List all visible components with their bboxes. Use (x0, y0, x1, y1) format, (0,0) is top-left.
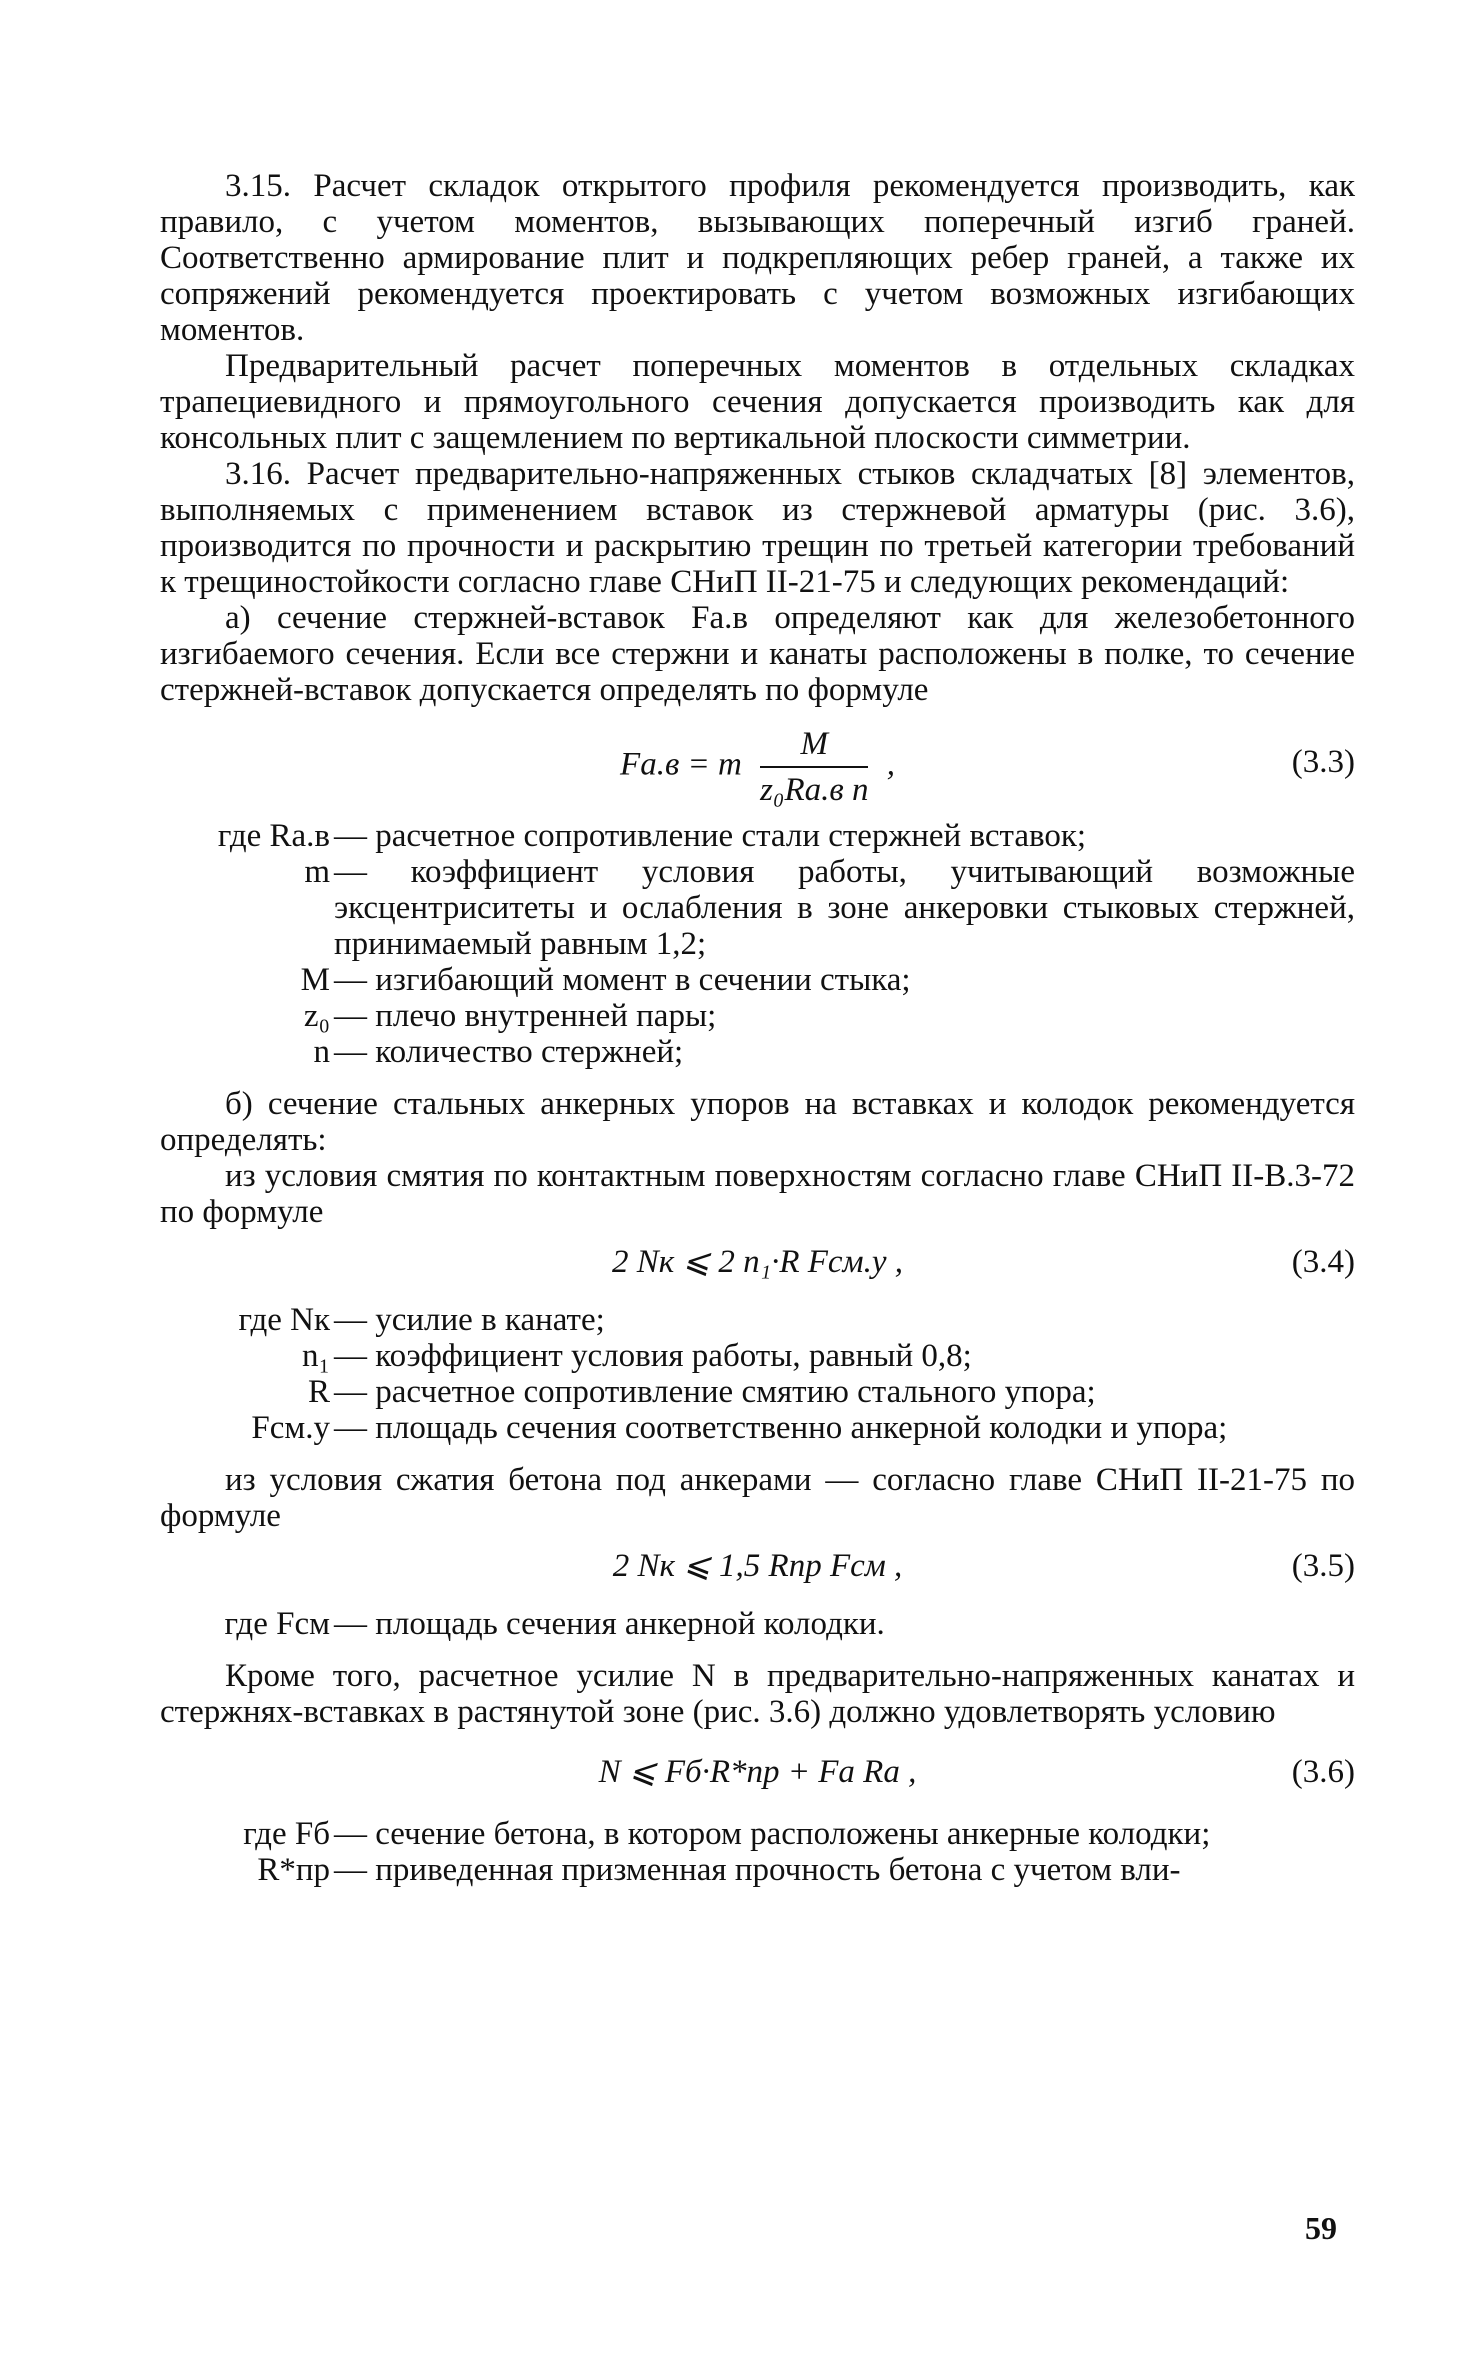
definition-symbol: z₀ (303, 998, 330, 1034)
formula-3-5-expression: 2 Nк ⩽ 1,5 Rпр Fсм , (612, 1548, 903, 1584)
paragraph-b: б) сечение стальных анкерных упоров на вставках и колодок рекомендуется определять: (160, 1086, 1355, 1158)
definition-text: — расчетное сопротивление стали стержней вставок; (334, 818, 1087, 854)
formula-3-6-expression: N ⩽ Fб·R*пр + Fа Rа , (598, 1754, 917, 1790)
definition-symbol: где Rа.в (217, 818, 330, 854)
definitions-3-4 (160, 1302, 1355, 1446)
definition-row (160, 854, 1355, 962)
definition-row (160, 1302, 1355, 1338)
formula-3-4-number: (3.4) (1291, 1244, 1355, 1280)
paragraph-preliminary: Предварительный расчет поперечных моментов в отдельных складках трапециевидного и прямоугольного сечения допускается производить как для консольных плит с защемлением по вертикальной плоскости симметрии. (160, 348, 1355, 456)
definition-symbol: где Fсм (224, 1606, 330, 1642)
definition-symbol: R (307, 1374, 330, 1410)
paragraph-b1: из условия смятия по контактным поверхностям согласно главе СНиП II-В.3-72 по формуле (160, 1158, 1355, 1230)
formula-3-4-expression: 2 Nк ⩽ 2 n₁·R Fсм.у , (612, 1244, 903, 1280)
paragraph-c: Кроме того, расчетное усилие N в предварительно-напряженных канатах и стержнях-вставках в растянутой зоне (рис. 3.6) должно удовлетворять условию (160, 1658, 1355, 1730)
definition-row (160, 1410, 1355, 1446)
definition-symbol: n (313, 1034, 330, 1070)
definition-row (160, 1374, 1355, 1410)
definition-row (160, 1034, 1355, 1070)
paragraph-a: а) сечение стержней-вставок Fа.в определяют как для железобетонного изгибаемого сечения. Если все стержни и канаты расположены в полке, то сечение стержней-вставок допускается определять по формуле (160, 600, 1355, 708)
paragraph-3-16: 3.16. Расчет предварительно-напряженных стыков складчатых [8] элементов, выполняемых с применением вставок из стержневой арматуры (рис. 3.6), производится по прочности и раскрытию трещин по третьей категории требований к трещиностойкости согласно главе СНиП II-21-75 и следующих рекомендаций: (160, 456, 1355, 600)
page-number: 59 (1305, 2210, 1337, 2246)
definition-symbol: Fсм.у (251, 1410, 330, 1446)
definition-row (160, 998, 1355, 1034)
definition-text: — площадь сечения анкерной колодки. (334, 1606, 885, 1642)
definition-symbol: R*пр (257, 1852, 330, 1888)
definition-symbol: где Nк (238, 1302, 330, 1338)
definition-text: — сечение бетона, в котором расположены анкерные колодки; (334, 1816, 1211, 1852)
formula-3-5-number: (3.5) (1291, 1548, 1355, 1584)
definition-text: — расчетное сопротивление смятию стального упора; (334, 1374, 1096, 1410)
body-text (160, 168, 1355, 1888)
definition-row (160, 1816, 1355, 1852)
definition-symbol: n₁ (301, 1338, 330, 1374)
formula-3-3-number: (3.3) (1291, 744, 1355, 780)
formula-3-6-number: (3.6) (1291, 1754, 1355, 1790)
definition-symbol: m (304, 854, 330, 890)
definition-text: — количество стержней; (334, 1034, 684, 1070)
formula-3-5 (160, 1534, 1355, 1600)
definition-text: — площадь сечения соответственно анкерной колодки и упора; (334, 1410, 1228, 1446)
formula-3-6 (160, 1730, 1355, 1810)
definition-symbol: M (300, 962, 330, 998)
definition-text: — изгибающий момент в сечении стыка; (334, 962, 911, 998)
formula-3-3 (160, 708, 1355, 812)
definition-row (160, 1852, 1355, 1888)
definition-row (160, 1338, 1355, 1374)
definition-row (160, 962, 1355, 998)
definition-row (160, 818, 1355, 854)
definition-text: — плечо внутренней пары; (334, 998, 717, 1034)
definition-text: — усилие в канате; (334, 1302, 605, 1338)
definitions-3-3 (160, 818, 1355, 1070)
definition-symbol: где Fб (243, 1816, 330, 1852)
definitions-3-5 (160, 1606, 1355, 1642)
formula-3-3-numerator: M (760, 726, 868, 768)
formula-3-3-denominator: z₀Rа.в n (760, 772, 869, 808)
formula-3-4 (160, 1230, 1355, 1296)
definitions-3-6 (160, 1816, 1355, 1888)
paragraph-b2: из условия сжатия бетона под анкерами — согласно главе СНиП II-21-75 по формуле (160, 1462, 1355, 1534)
paragraph-3-15: 3.15. Расчет складок открытого профиля рекомендуется производить, как правило, с учетом моментов, вызывающих поперечный изгиб граней. Соответственно армирование плит и подкрепляющих ребер граней, а также их сопряжений рекомендуется проектировать с учетом возможных изгибающих моментов. (160, 168, 1355, 348)
definition-text: — приведенная призменная прочность бетона с учетом вли- (334, 1852, 1181, 1888)
formula-3-3-tail: , (886, 746, 895, 783)
definition-text: — коэффициент условия работы, равный 0,8; (334, 1338, 972, 1374)
definition-row (160, 1606, 1355, 1642)
definition-text: — коэффициент условия работы, учитывающий возможные эксцентриситеты и ослабления в зоне анкеровки стыковых стержней, принимаемый равным 1,2; (334, 854, 1355, 962)
formula-3-3-lhs: Fа.в = m (620, 746, 742, 783)
formula-3-3-fraction (760, 726, 868, 808)
